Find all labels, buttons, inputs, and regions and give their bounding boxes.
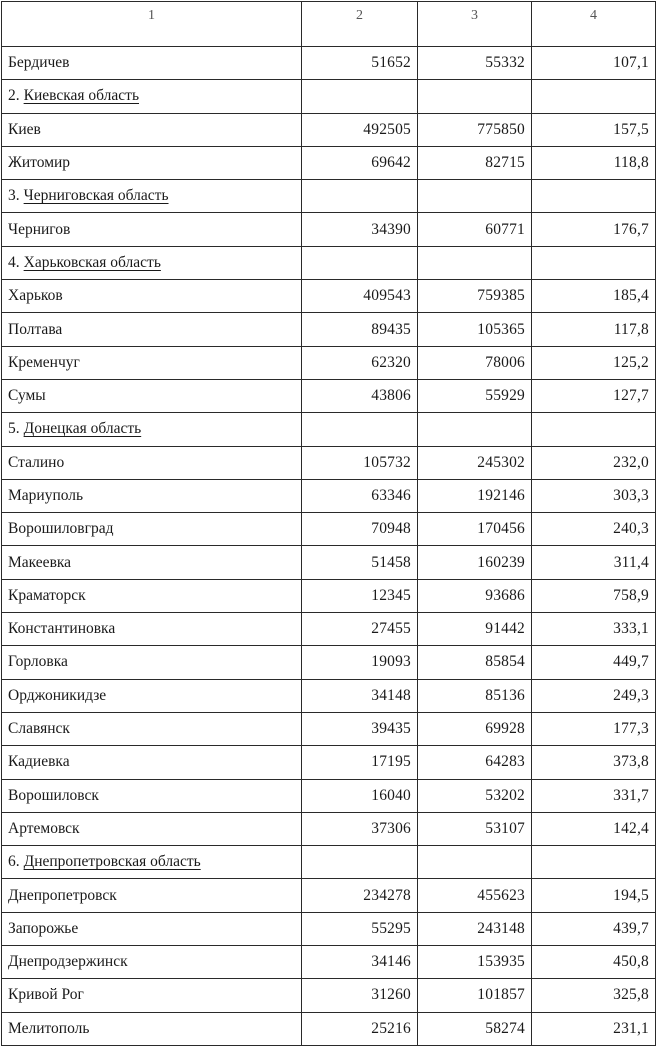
- city-name-cell: Константиновка: [2, 613, 302, 646]
- population-table: [1, 1, 656, 1046]
- table-header: [2, 2, 656, 47]
- value-col3-cell: 101857: [418, 979, 532, 1012]
- region-name: Киевская область: [23, 87, 140, 105]
- value-col2-cell: 63346: [302, 479, 418, 512]
- value-col4-cell: 125,2: [532, 346, 656, 379]
- city-name-cell: Орджоникидзе: [2, 679, 302, 712]
- value-col4-cell: 231,1: [532, 1012, 656, 1045]
- value-col3-cell: 153935: [418, 946, 532, 979]
- value-col3-cell: 58274: [418, 1012, 532, 1045]
- value-col3-cell: 170456: [418, 513, 532, 546]
- city-name-cell: Кременчуг: [2, 346, 302, 379]
- value-col4-cell: 232,0: [532, 446, 656, 479]
- header-row: [2, 2, 656, 47]
- value-col3-cell: 60771: [418, 213, 532, 246]
- value-col2-cell: 39435: [302, 712, 418, 745]
- value-col4-cell: 373,8: [532, 746, 656, 779]
- region-row: [2, 80, 656, 113]
- value-col3-cell: 53202: [418, 779, 532, 812]
- value-col3-cell: 55332: [418, 47, 532, 80]
- empty-cell: [418, 246, 532, 279]
- value-col4-cell: 117,8: [532, 313, 656, 346]
- table-row: [2, 912, 656, 945]
- table-row: [2, 879, 656, 912]
- value-col3-cell: 53107: [418, 812, 532, 845]
- region-row: [2, 846, 656, 879]
- city-name-cell: Мариуполь: [2, 479, 302, 512]
- value-col2-cell: 17195: [302, 746, 418, 779]
- table-row: [2, 479, 656, 512]
- value-col4-cell: 107,1: [532, 47, 656, 80]
- city-name-cell: Запорожье: [2, 912, 302, 945]
- value-col2-cell: 16040: [302, 779, 418, 812]
- table-row: [2, 113, 656, 146]
- value-col2-cell: 43806: [302, 379, 418, 412]
- table-row: [2, 346, 656, 379]
- table-row: [2, 712, 656, 745]
- city-name-cell: Бердичев: [2, 47, 302, 80]
- table-row: [2, 812, 656, 845]
- value-col4-cell: 194,5: [532, 879, 656, 912]
- value-col4-cell: 758,9: [532, 579, 656, 612]
- city-name-cell: Ворошиловск: [2, 779, 302, 812]
- table-row: [2, 213, 656, 246]
- city-name-cell: Мелитополь: [2, 1012, 302, 1045]
- value-col3-cell: 245302: [418, 446, 532, 479]
- region-name: Донецкая область: [23, 420, 142, 438]
- value-col3-cell: 85854: [418, 646, 532, 679]
- value-col2-cell: 234278: [302, 879, 418, 912]
- value-col4-cell: 325,8: [532, 979, 656, 1012]
- value-col3-cell: 243148: [418, 912, 532, 945]
- city-name-cell: Сумы: [2, 379, 302, 412]
- region-cell: [2, 80, 302, 113]
- city-name-cell: Полтава: [2, 313, 302, 346]
- table-row: [2, 646, 656, 679]
- table-row: [2, 446, 656, 479]
- column-header-4: 4: [532, 2, 656, 47]
- city-name-cell: Сталино: [2, 446, 302, 479]
- empty-cell: [418, 846, 532, 879]
- value-col4-cell: 311,4: [532, 546, 656, 579]
- city-name-cell: Артемовск: [2, 812, 302, 845]
- table-row: [2, 47, 656, 80]
- city-name-cell: Житомир: [2, 146, 302, 179]
- value-col3-cell: 192146: [418, 479, 532, 512]
- region-number: 2.: [8, 87, 20, 105]
- city-name-cell: Харьков: [2, 280, 302, 313]
- value-col2-cell: 69642: [302, 146, 418, 179]
- empty-cell: [302, 846, 418, 879]
- value-col3-cell: 93686: [418, 579, 532, 612]
- value-col2-cell: 34390: [302, 213, 418, 246]
- empty-cell: [418, 80, 532, 113]
- value-col4-cell: 439,7: [532, 912, 656, 945]
- table-row: [2, 280, 656, 313]
- value-col4-cell: 303,3: [532, 479, 656, 512]
- value-col2-cell: 70948: [302, 513, 418, 546]
- city-name-cell: Славянск: [2, 712, 302, 745]
- table-row: [2, 679, 656, 712]
- value-col2-cell: 25216: [302, 1012, 418, 1045]
- table-row: [2, 946, 656, 979]
- table-row: [2, 146, 656, 179]
- value-col2-cell: 19093: [302, 646, 418, 679]
- region-name: Днепропетровская область: [23, 853, 201, 871]
- city-name-cell: Макеевка: [2, 546, 302, 579]
- value-col2-cell: 31260: [302, 979, 418, 1012]
- region-number: 6.: [8, 853, 20, 871]
- empty-cell: [532, 180, 656, 213]
- table-row: [2, 513, 656, 546]
- value-col2-cell: 105732: [302, 446, 418, 479]
- table-row: [2, 746, 656, 779]
- value-col2-cell: 37306: [302, 812, 418, 845]
- value-col2-cell: 55295: [302, 912, 418, 945]
- value-col3-cell: 455623: [418, 879, 532, 912]
- city-name-cell: Кадиевка: [2, 746, 302, 779]
- empty-cell: [532, 80, 656, 113]
- value-col3-cell: 69928: [418, 712, 532, 745]
- value-col2-cell: 51652: [302, 47, 418, 80]
- value-col2-cell: 34148: [302, 679, 418, 712]
- table-row: [2, 613, 656, 646]
- value-col3-cell: 91442: [418, 613, 532, 646]
- table-row: [2, 313, 656, 346]
- value-col3-cell: 759385: [418, 280, 532, 313]
- value-col4-cell: 240,3: [532, 513, 656, 546]
- table-row: [2, 779, 656, 812]
- value-col4-cell: 142,4: [532, 812, 656, 845]
- city-name-cell: Краматорск: [2, 579, 302, 612]
- region-name: Харьковская область: [23, 253, 161, 271]
- empty-cell: [532, 846, 656, 879]
- region-cell: [2, 413, 302, 446]
- value-col4-cell: 118,8: [532, 146, 656, 179]
- column-header-2: 2: [302, 2, 418, 47]
- value-col4-cell: 249,3: [532, 679, 656, 712]
- value-col3-cell: 78006: [418, 346, 532, 379]
- value-col4-cell: 331,7: [532, 779, 656, 812]
- value-col4-cell: 450,8: [532, 946, 656, 979]
- value-col4-cell: 176,7: [532, 213, 656, 246]
- city-name-cell: Днепродзержинск: [2, 946, 302, 979]
- value-col2-cell: 12345: [302, 579, 418, 612]
- region-row: [2, 246, 656, 279]
- region-row: [2, 413, 656, 446]
- city-name-cell: Чернигов: [2, 213, 302, 246]
- value-col2-cell: 62320: [302, 346, 418, 379]
- value-col2-cell: 89435: [302, 313, 418, 346]
- value-col4-cell: 127,7: [532, 379, 656, 412]
- empty-cell: [532, 246, 656, 279]
- region-number: 3.: [8, 187, 20, 205]
- value-col4-cell: 177,3: [532, 712, 656, 745]
- city-name-cell: Киев: [2, 113, 302, 146]
- empty-cell: [302, 180, 418, 213]
- value-col4-cell: 449,7: [532, 646, 656, 679]
- empty-cell: [418, 180, 532, 213]
- value-col2-cell: 27455: [302, 613, 418, 646]
- value-col3-cell: 85136: [418, 679, 532, 712]
- value-col2-cell: 34146: [302, 946, 418, 979]
- empty-cell: [532, 413, 656, 446]
- value-col3-cell: 160239: [418, 546, 532, 579]
- column-header-3: 3: [418, 2, 532, 47]
- value-col3-cell: 775850: [418, 113, 532, 146]
- empty-cell: [302, 246, 418, 279]
- region-cell: [2, 246, 302, 279]
- value-col2-cell: 409543: [302, 280, 418, 313]
- column-header-1: 1: [2, 2, 302, 47]
- empty-cell: [418, 413, 532, 446]
- city-name-cell: Ворошиловград: [2, 513, 302, 546]
- value-col4-cell: 333,1: [532, 613, 656, 646]
- table-row: [2, 579, 656, 612]
- city-name-cell: Горловка: [2, 646, 302, 679]
- value-col3-cell: 55929: [418, 379, 532, 412]
- empty-cell: [302, 80, 418, 113]
- table-row: [2, 1012, 656, 1045]
- table-row: [2, 546, 656, 579]
- city-name-cell: Днепропетровск: [2, 879, 302, 912]
- empty-cell: [302, 413, 418, 446]
- region-number: 4.: [8, 253, 20, 271]
- table-body: [2, 47, 656, 1046]
- region-number: 5.: [8, 420, 20, 438]
- table-row: [2, 379, 656, 412]
- value-col2-cell: 492505: [302, 113, 418, 146]
- region-cell: [2, 846, 302, 879]
- value-col4-cell: 185,4: [532, 280, 656, 313]
- city-name-cell: Кривой Рог: [2, 979, 302, 1012]
- value-col3-cell: 64283: [418, 746, 532, 779]
- region-cell: [2, 180, 302, 213]
- region-row: [2, 180, 656, 213]
- region-name: Черниговская область: [23, 187, 169, 205]
- value-col3-cell: 82715: [418, 146, 532, 179]
- value-col2-cell: 51458: [302, 546, 418, 579]
- value-col3-cell: 105365: [418, 313, 532, 346]
- table-row: [2, 979, 656, 1012]
- value-col4-cell: 157,5: [532, 113, 656, 146]
